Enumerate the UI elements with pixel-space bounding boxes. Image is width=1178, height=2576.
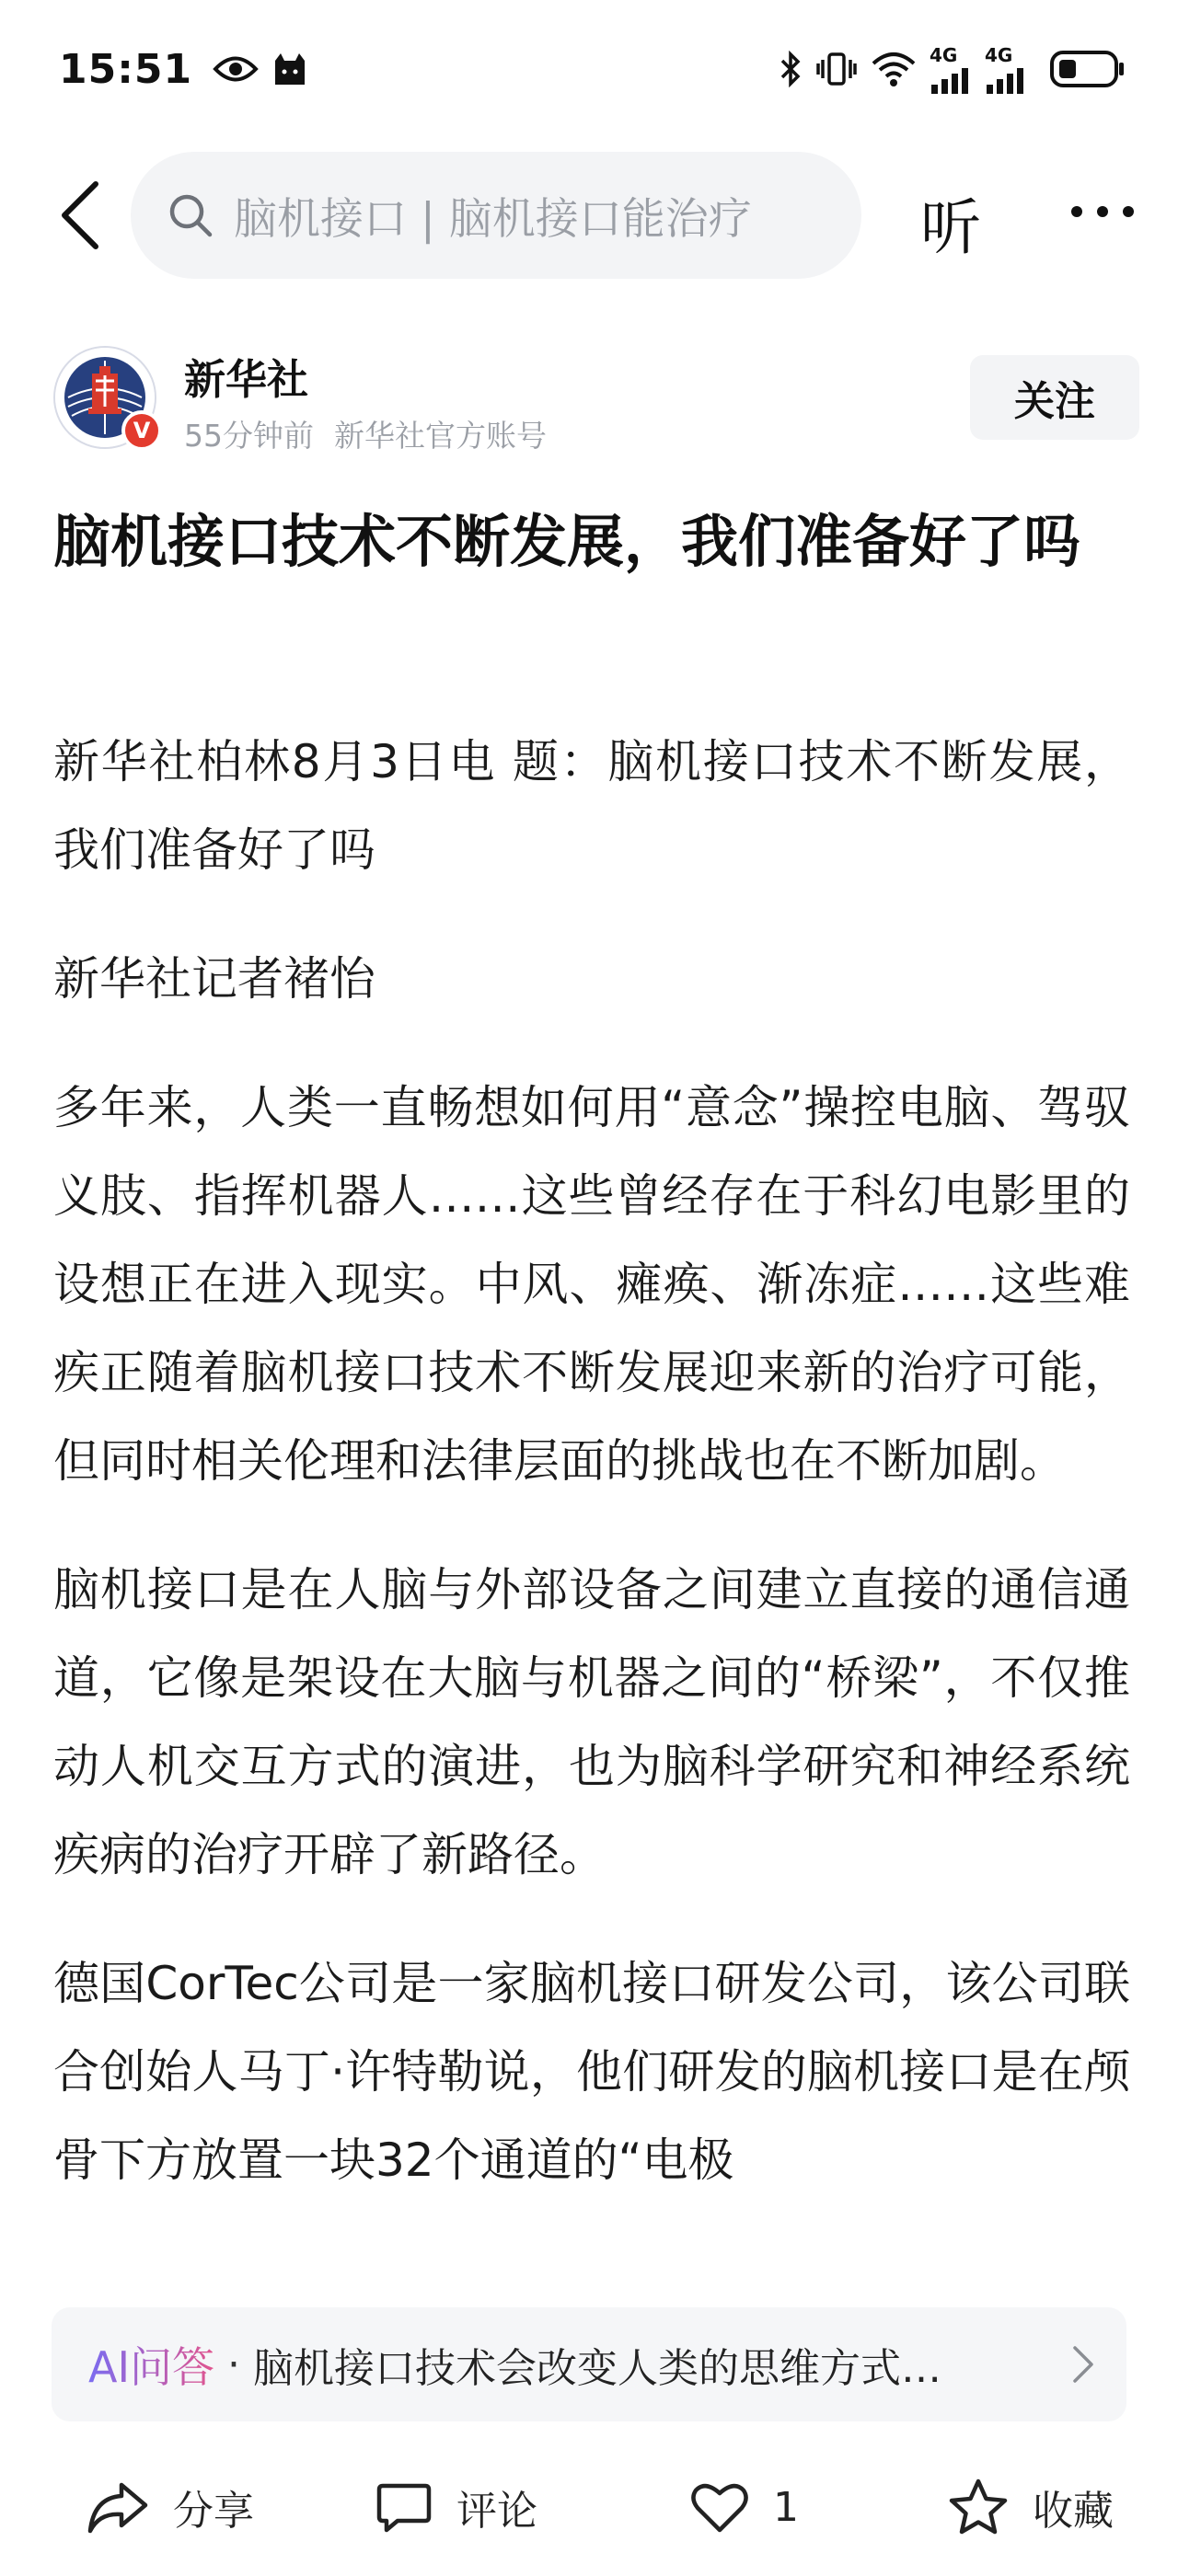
signal-1-icon	[930, 44, 972, 94]
battery-icon	[1049, 50, 1126, 88]
bluetooth-icon	[779, 51, 803, 87]
network-type-2: 4G	[985, 44, 1013, 66]
comment-button[interactable]	[375, 2466, 537, 2548]
back-button[interactable]	[48, 178, 112, 252]
share-button[interactable]	[87, 2466, 254, 2548]
top-navigation	[0, 147, 1178, 285]
chevron-right-icon	[1071, 2344, 1095, 2385]
ai-qa-label: AI问答	[88, 2334, 214, 2395]
article-title: 脑机接口技术不断发展，我们准备好了吗	[53, 508, 1081, 575]
cat-icon	[271, 52, 308, 86]
article-body	[53, 718, 1130, 2295]
article-paragraph: 新华社柏林8月3日电 题：脑机接口技术不断发展，我们准备好了吗	[53, 735, 1130, 877]
signal-2-icon	[985, 44, 1027, 94]
more-dots-icon	[1070, 205, 1135, 218]
verified-badge: V	[121, 410, 162, 451]
vibrate-icon	[815, 51, 858, 87]
heart-icon	[690, 2480, 749, 2534]
search-icon	[167, 192, 214, 238]
comment-label: 评论	[456, 2488, 537, 2535]
ai-qa-bar[interactable]	[52, 2307, 1126, 2421]
like-count: 1	[773, 2483, 799, 2531]
bottom-action-bar	[0, 2438, 1178, 2576]
share-icon	[87, 2479, 149, 2535]
back-arrow-icon	[59, 180, 101, 250]
comment-icon	[375, 2480, 433, 2534]
author-row	[0, 340, 1178, 460]
search-text: 脑机接口 | 脑机接口能治疗	[234, 193, 752, 245]
article-paragraph: 新华社记者褚怡	[53, 952, 375, 1006]
eye-icon	[213, 53, 259, 85]
ai-qa-question: 脑机接口技术会改变人类的思维方式…	[253, 2345, 942, 2392]
author-name[interactable]: 新华社	[184, 355, 309, 404]
search-input[interactable]	[131, 152, 861, 279]
follow-button[interactable]: 关注	[970, 355, 1139, 440]
account-type: 新华社官方账号	[334, 418, 547, 454]
wifi-icon	[871, 51, 917, 87]
listen-button[interactable]: 听	[920, 192, 981, 263]
ai-qa-separator: ·	[227, 2340, 241, 2388]
avatar[interactable]	[53, 346, 156, 449]
favorite-label: 收藏	[1033, 2488, 1114, 2535]
share-label: 分享	[173, 2488, 254, 2535]
publish-time: 55分钟前	[184, 418, 314, 454]
network-type-1: 4G	[930, 44, 958, 66]
star-icon	[948, 2478, 1009, 2536]
article-paragraph: 多年来，人类一直畅想如何用“意念”操控电脑、驾驭义肢、指挥机器人……这些曾经存在于科幻电影里的设想正在进入现实。中风、瘫痪、渐冻症……这些难疾正随着脑机接口技术不断发展迎来新的治疗可能，但同时相关伦理和法律层面的挑战也在不断加剧。	[53, 1081, 1130, 1488]
status-time: 15:51	[59, 45, 193, 93]
more-button[interactable]	[1066, 184, 1139, 239]
status-bar	[0, 0, 1178, 138]
like-button[interactable]	[690, 2466, 799, 2548]
article-paragraph: 脑机接口是在人脑与外部设备之间建立直接的通信通道，它像是架设在大脑与机器之间的“桥梁”，不仅推动人机交互方式的演进，也为脑科学研究和神经系统疾病的治疗开辟了新路径。	[53, 1563, 1130, 1881]
article-paragraph: 德国CorTec公司是一家脑机接口研发公司，该公司联合创始人马丁·许特勒说，他们研发的脑机接口是在颅骨下方放置一块32个通道的“电极	[53, 1957, 1130, 2187]
author-meta	[184, 412, 547, 455]
favorite-button[interactable]	[948, 2466, 1114, 2548]
